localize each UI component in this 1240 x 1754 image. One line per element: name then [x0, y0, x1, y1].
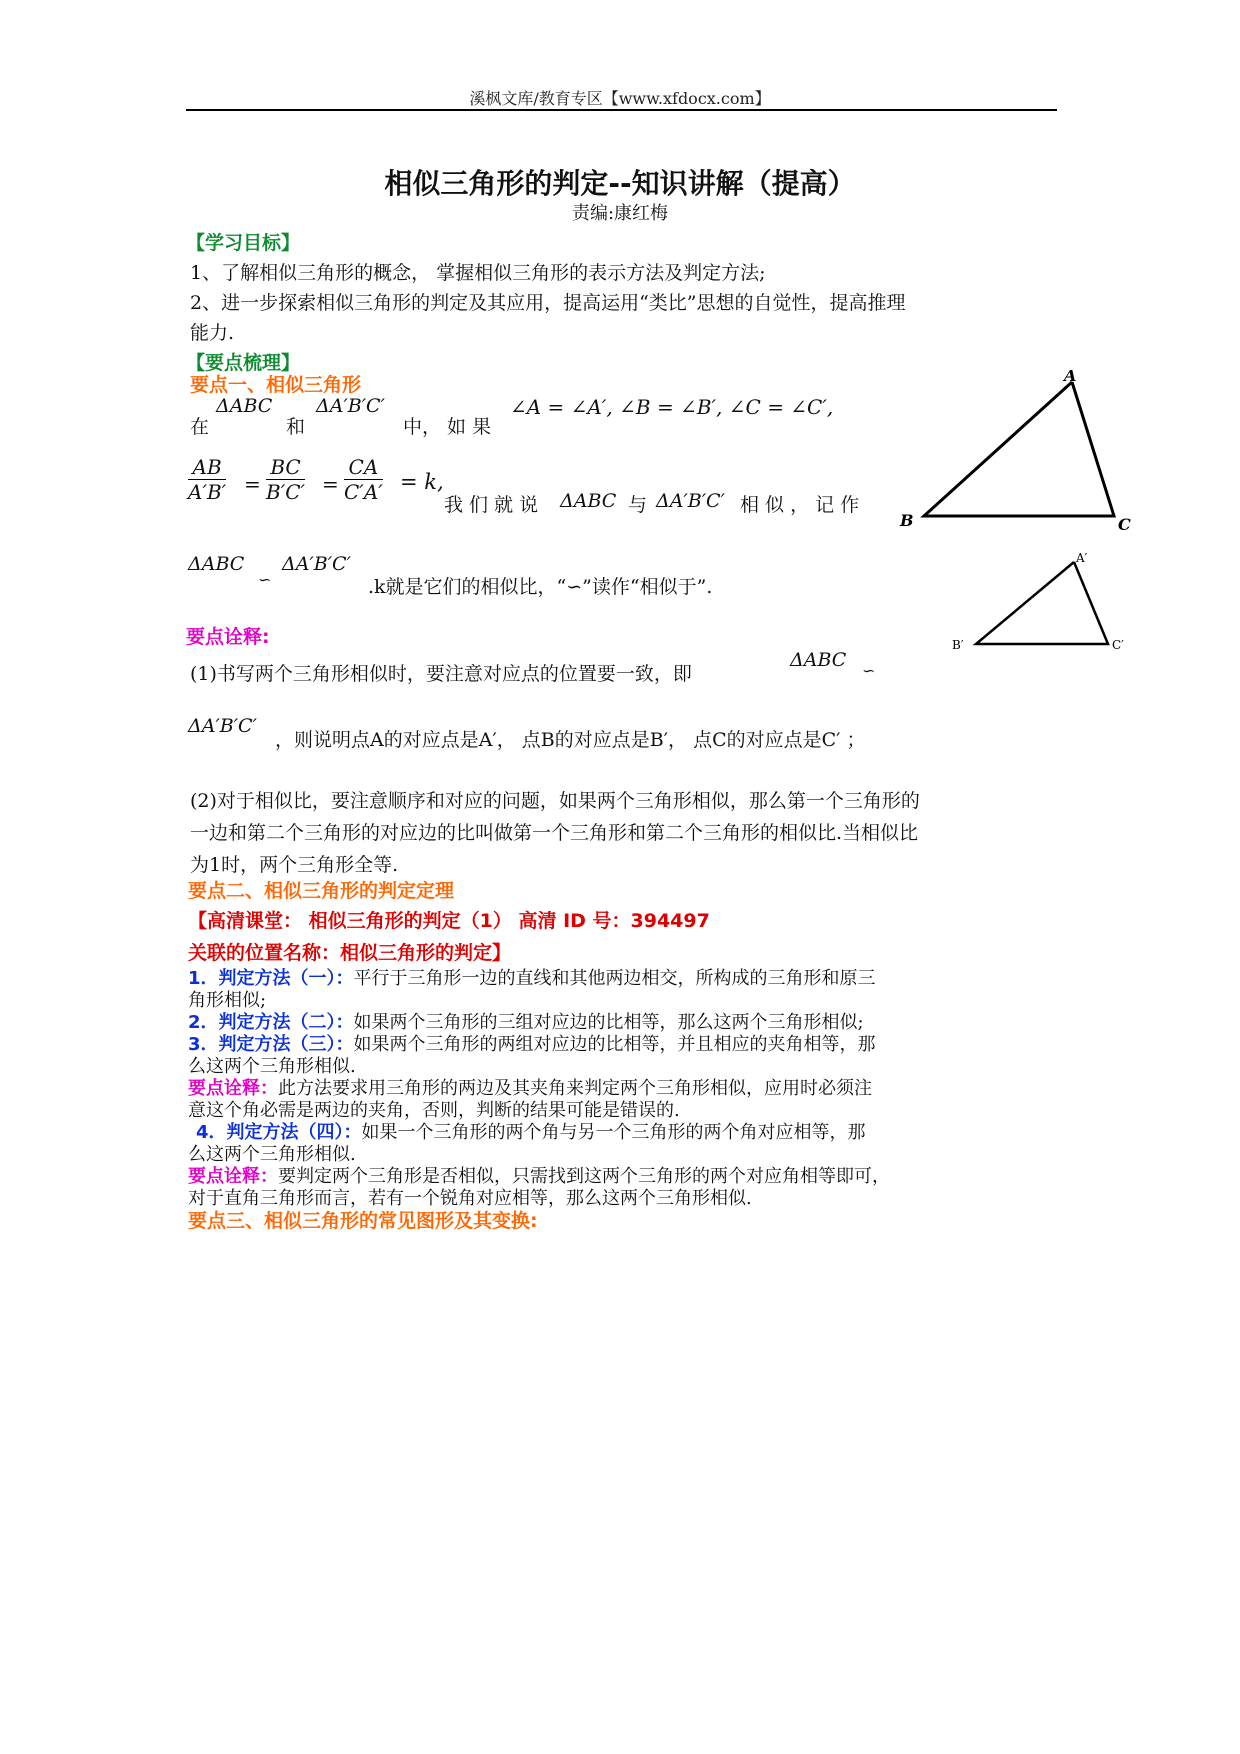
note-2-line-1: (2)对于相似比，要注意顺序和对应的问题，如果两个三角形相似，那么第一个三角形的 [190, 790, 920, 812]
point2-heading: 要点二、相似三角形的判定定理 [188, 880, 455, 902]
vertex-b-label: B [900, 511, 914, 530]
method-4-label: 4．判定方法（四）： [196, 1122, 362, 1143]
method-1-line-1 [188, 964, 876, 990]
fraction-bc-denominator: B′C′ [266, 480, 306, 504]
triangle-abc-outline [924, 382, 1114, 516]
triangle-abc-prime-2: ΔA′B′C′ [656, 490, 725, 512]
triangle-abc: ΔABC [216, 395, 273, 417]
fraction-ca [344, 455, 383, 504]
text-he: 和 [286, 416, 306, 438]
vertex-a-label: A [1064, 370, 1077, 385]
note-4-label: 要点诠释： [188, 1166, 278, 1187]
point3-heading: 要点三、相似三角形的常见图形及其变换: [188, 1210, 538, 1232]
note-1-text: (1)书写两个三角形相似时，要注意对应点的位置要一致，即 [190, 663, 692, 685]
equals-k: = k, [400, 470, 444, 494]
method-1-line-2: 角形相似; [188, 990, 267, 1011]
similar-symbol: ∽ [258, 570, 272, 589]
fraction-ab-denominator: A′B′ [188, 480, 227, 504]
method-2-label: 2．判定方法（二）： [188, 1012, 354, 1033]
fraction-ca-numerator: CA [344, 455, 383, 480]
fraction-ab [188, 455, 226, 504]
fraction-bc-numerator: BC [266, 455, 305, 480]
note-4-text: 要判定两个三角形是否相似，只需找到这两个三角形的两个对应角相等即可， [278, 1166, 890, 1187]
text-yu: 与 [628, 494, 648, 516]
note-3-text: 此方法要求用三角形的两边及其夹角来判定两个三角形相似，应用时必须注 [278, 1078, 872, 1099]
goal-item-1: 1、了解相似三角形的概念， 掌握相似三角形的表示方法及判定方法; [190, 262, 766, 284]
note-3-line-2: 意这个角必需是两边的夹角，否则，判断的结果可能是错误的. [188, 1100, 680, 1121]
method-4-line-2: 么这两个三角形相似. [188, 1144, 356, 1165]
page-header: 溪枫文库/教育专区【www.xfdocx.com】 [469, 89, 771, 108]
fraction-ab-numerator: AB [188, 455, 226, 480]
note-3-label: 要点诠释： [188, 1078, 278, 1099]
method-3-text: 如果两个三角形的两组对应边的比相等，并且相应的夹角相等，那 [353, 1034, 876, 1055]
note-1-triangle-prime: ΔA′B′C′ [188, 715, 257, 737]
triangle-abc-prime: ΔA′B′C′ [316, 395, 385, 417]
points-heading: 【要点梳理】 [186, 352, 301, 374]
vertex-b-prime-label: B′ [952, 638, 964, 652]
method-1-text: 平行于三角形一边的直线和其他两边相交，所构成的三角形和原三 [353, 968, 876, 989]
note-heading-1: 要点诠释: [186, 626, 270, 648]
equals-sign-1: = [244, 472, 261, 496]
editor-line: 责编:康红梅 [571, 203, 669, 224]
goals-heading: 【学习目标】 [186, 232, 301, 254]
method-4-text: 如果一个三角形的两个角与另一个三角形的两个角对应相等，那 [361, 1122, 866, 1143]
triangle-abc-prime-3: ΔA′B′C′ [282, 553, 351, 575]
text-xiangsi-jizuo: 相 似 ， 记 作 [740, 494, 860, 516]
method-2-text: 如果两个三角形的三组对应边的比相等，那么这两个三角形相似; [353, 1012, 864, 1033]
triangle-abc-prime-outline [976, 562, 1108, 644]
goal-item-2-line-2: 能力. [190, 322, 235, 344]
note-2-line-2: 一边和第二个三角形的对应边的比叫做第一个三角形和第二个三角形的相似比.当相似比 [190, 822, 919, 844]
related-location: 关联的位置名称：相似三角形的判定】 [188, 942, 512, 964]
triangle-abc-2: ΔABC [560, 490, 617, 512]
angle-equalities: ∠A = ∠A′, ∠B = ∠B′, ∠C = ∠C′, [510, 395, 834, 419]
triangle-figure-abc [896, 370, 1156, 540]
goal-item-2-line-1: 2、进一步探索相似三角形的判定及其应用，提高运用“类比”思想的自觉性，提高推理 [190, 292, 906, 314]
fraction-ca-denominator: C′A′ [344, 480, 383, 504]
triangle-abc-3: ΔABC [188, 553, 245, 575]
triangle-figure-abc-prime [940, 550, 1140, 660]
text-zhong-ruguo: 中， 如 果 [403, 416, 492, 438]
vertex-a-prime-label: A′ [1076, 551, 1088, 565]
method-1-label: 1．判定方法（一）： [188, 968, 354, 989]
point1-heading: 要点一、相似三角形 [190, 374, 362, 396]
method-3-label: 3．判定方法（三）： [188, 1034, 354, 1055]
text-zai: 在 [190, 416, 210, 438]
note-1-correspondence: ，则说明点A的对应点是A′， 点B的对应点是B′， 点C的对应点是C′ ； [275, 729, 866, 751]
k-definition: .k就是它们的相似比，“∽”读作“相似于”. [368, 576, 713, 598]
equals-sign-2: = [322, 472, 339, 496]
note-1-triangle: ΔABC [790, 649, 847, 671]
note-1-similar: ∽ [862, 661, 876, 680]
note-2-line-3: 为1时，两个三角形全等. [190, 854, 399, 876]
note-4-line-2: 对于直角三角形而言，若有一个锐角对应相等，那么这两个三角形相似. [188, 1188, 752, 1209]
vertex-c-label: C [1118, 515, 1131, 534]
hd-class-line: 【高清课堂： 相似三角形的判定（1） 高清 ID 号：394497 [188, 910, 710, 932]
page-title: 相似三角形的判定--知识讲解（提高） [384, 167, 856, 200]
header-rule [186, 109, 1057, 111]
text-women-shuo: 我 们 就 说 [444, 494, 539, 516]
method-3-line-2: 么这两个三角形相似. [188, 1056, 356, 1077]
fraction-bc [266, 455, 305, 504]
vertex-c-prime-label: C′ [1112, 638, 1124, 652]
